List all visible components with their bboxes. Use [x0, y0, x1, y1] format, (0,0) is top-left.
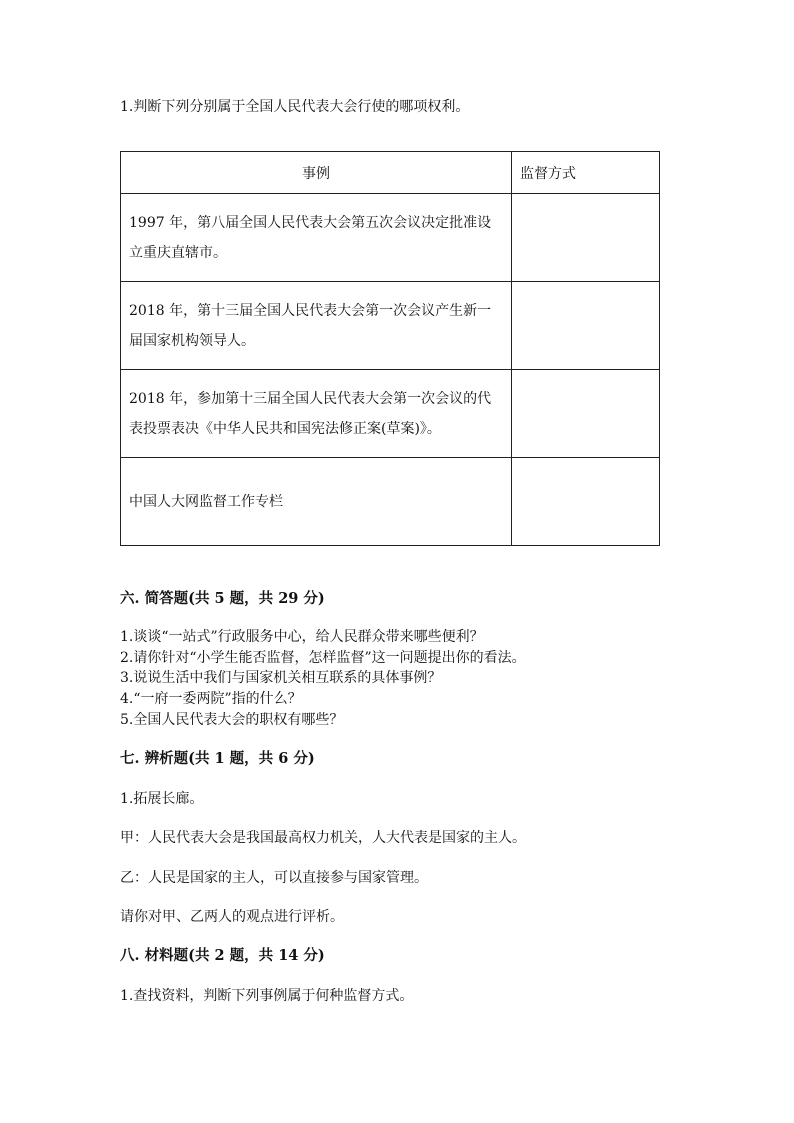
- list-item: 3.说说生活中我们与国家机关相互联系的具体事例？: [120, 670, 442, 686]
- table-header-method: 监督方式: [512, 152, 660, 194]
- section-6-heading: 六. 简答题(共 5 题，共 29 分): [120, 590, 325, 607]
- event-cell: 中国人大网监督工作专栏: [121, 458, 512, 546]
- list-item: 1.查找资料，判断下列事例属于何种监督方式。: [120, 988, 414, 1004]
- table-row: [121, 370, 660, 458]
- table-header-event: 事例: [121, 152, 512, 194]
- list-item: 4.“一府一委两院”指的什么？: [120, 691, 302, 707]
- list-item: 1.拓展长廊。: [120, 791, 204, 807]
- list-item: 2.请你针对“小学生能否监督，怎样监督”这一问题提出你的看法。: [120, 650, 526, 666]
- table-row: [121, 194, 660, 282]
- method-cell[interactable]: [512, 458, 660, 546]
- list-item: 5.全国人民代表大会的职权有哪些？: [120, 712, 344, 728]
- list-item: 请你对甲、乙两人的观点进行评析。: [120, 909, 344, 925]
- section-8-heading: 八. 材料题(共 2 题，共 14 分): [120, 947, 325, 964]
- table-header-row: [121, 152, 660, 194]
- section-7-heading: 七. 辨析题(共 1 题，共 6 分): [120, 750, 315, 767]
- method-cell[interactable]: [512, 282, 660, 370]
- method-cell[interactable]: [512, 194, 660, 282]
- table-row: [121, 282, 660, 370]
- question-text: 1.判断下列分别属于全国人民代表大会行使的哪项权利。: [120, 99, 470, 115]
- list-item: 1.谈谈“一站式”行政服务中心，给人民群众带来哪些便利？: [120, 629, 484, 645]
- event-cell: 2018 年，第十三届全国人民代表大会第一次会议产生新一届国家机构领导人。: [121, 282, 512, 370]
- method-cell[interactable]: [512, 370, 660, 458]
- event-cell: 1997 年，第八届全国人民代表大会第五次会议决定批准设立重庆直辖市。: [121, 194, 512, 282]
- table-row: [121, 458, 660, 546]
- list-item: 甲：人民代表大会是我国最高权力机关，人大代表是国家的主人。: [120, 830, 526, 846]
- list-item: 乙：人民是国家的主人，可以直接参与国家管理。: [120, 870, 428, 886]
- event-cell: 2018 年，参加第十三届全国人民代表大会第一次会议的代表投票表决《中华人民共和国宪法修正案(草案)》。: [121, 370, 512, 458]
- answer-table: [120, 151, 660, 546]
